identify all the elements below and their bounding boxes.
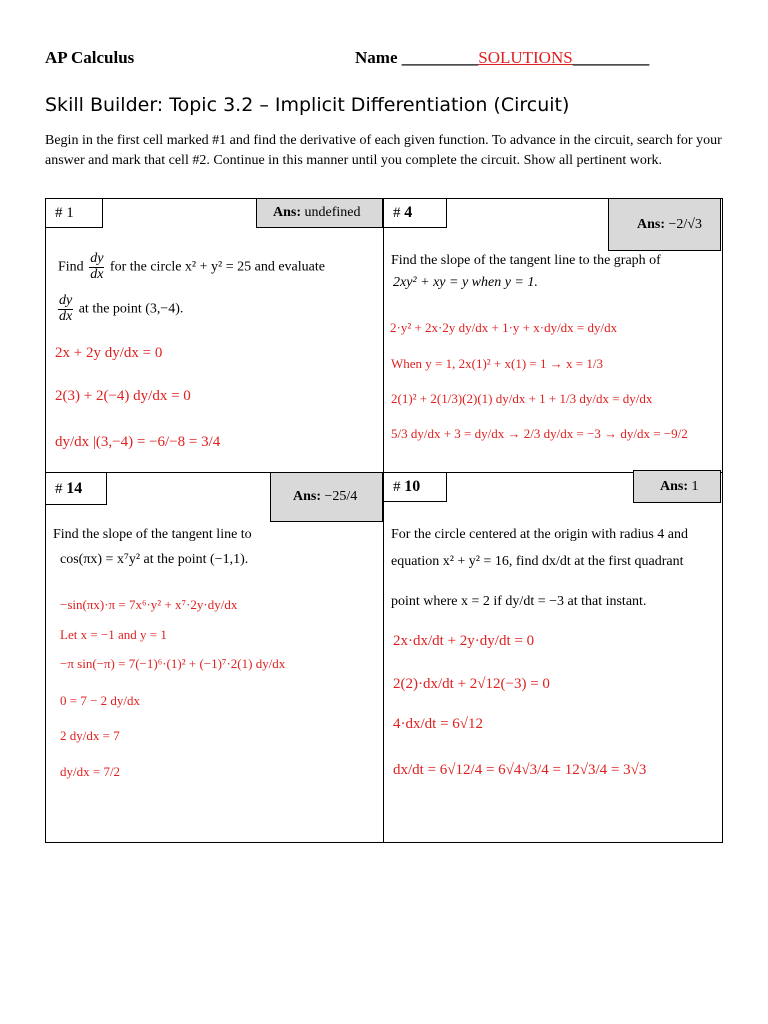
- cell-14-work-3: −π sin(−π) = 7(−1)⁶·(1)² + (−1)⁷·2(1) dy/dx: [60, 656, 286, 671]
- frac-den: dx: [59, 308, 73, 324]
- ans-value: 1: [691, 479, 699, 494]
- cell-1-work-1: 2x + 2y dy/dx = 0: [55, 345, 163, 361]
- cell-number: 10: [404, 478, 421, 495]
- cell-number: 14: [66, 480, 83, 497]
- cell-4-problem-line2: 2xy² + xy = y when y = 1.: [393, 275, 538, 290]
- cell-4-work-3: 2(1)² + 2(1/3)(2)(1) dy/dx + 1 + 1/3 dy/dx = dy/dx: [391, 391, 653, 406]
- cell-14-work-2: Let x = −1 and y = 1: [60, 627, 167, 642]
- cell-14-work-6: dy/dx = 7/2: [60, 764, 121, 779]
- name-field: [355, 48, 649, 68]
- cell-14-problem-line1: Find the slope of the tangent line to: [53, 527, 252, 542]
- ans-label: Ans:: [273, 205, 302, 220]
- frac-num: dy: [90, 251, 104, 266]
- cell-4-problem-line1: Find the slope of the tangent line to the graph of: [391, 253, 661, 268]
- cell-10-problem-line3: point where x = 2 if dy/dt = −3 at that instant.: [391, 594, 647, 609]
- cell-1-problem-line1: [58, 252, 325, 282]
- cell-14-work-1: −sin(πx)·π = 7x⁶·y² + x⁷·2y·dy/dx: [60, 597, 238, 612]
- name-label: Name: [355, 48, 402, 67]
- cell-1-answer: [256, 198, 383, 228]
- cell-14-work-4: 0 = 7 − 2 dy/dx: [60, 693, 141, 708]
- frac-den: dx: [90, 266, 104, 282]
- cell-10-work-2: 2(2)·dx/dt + 2√12(−3) = 0: [393, 676, 550, 692]
- cell-14-answer: [270, 472, 383, 522]
- cell-10-work-1: 2x·dx/dt + 2y·dy/dt = 0: [393, 633, 535, 649]
- name-blank-left: _________: [401, 48, 479, 67]
- cell-4-work-1: 2·y² + 2x·2y dy/dx + 1·y + x·dy/dx = dy/dx: [390, 320, 618, 335]
- cell-number: 4: [404, 204, 413, 221]
- ans-value: −2/√3: [668, 217, 702, 232]
- ans-value: −25/4: [324, 489, 358, 504]
- ans-label: Ans:: [660, 479, 689, 494]
- cell-10-work-4: dx/dt = 6√12/4 = 6√4√3/4 = 12√3/4 = 3√3: [393, 762, 647, 778]
- cell-4-answer: [608, 198, 721, 251]
- cell-14-number: # 14: [45, 472, 107, 505]
- cell-4-work-2: When y = 1, 2x(1)² + x(1) = 1 → x = 1/3: [391, 356, 603, 371]
- cell-10-number: # 10: [383, 472, 447, 502]
- cell-10-work-3: 4·dx/dt = 6√12: [393, 716, 484, 732]
- problem-text: at the point (3,−4).: [78, 301, 184, 317]
- cell-1-work-3: dy/dx |(3,−4) = −6/−8 = 3/4: [55, 434, 221, 450]
- name-value: SOLUTIONS: [478, 48, 573, 67]
- ans-label: Ans:: [637, 217, 666, 232]
- cell-number: 1: [66, 205, 74, 221]
- instructions: Begin in the first cell marked #1 and find the derivative of each given function. To advance in the circuit, search for your answer and mark that cell #2. Continue in this manner until you complete the circuit. Show all pertinent work.: [45, 133, 722, 168]
- cell-14-work-5: 2 dy/dx = 7: [60, 728, 120, 743]
- cell-4-work-4: 5/3 dy/dx + 3 = dy/dx → 2/3 dy/dx = −3 → dy/dx = −9/2: [391, 426, 688, 441]
- frac-num: dy: [59, 293, 73, 308]
- cell-4-number: # 4: [383, 198, 447, 228]
- problem-text: for the circle x² + y² = 25 and evaluate: [109, 259, 325, 275]
- cell-10-problem-line1: For the circle centered at the origin with radius 4 and: [391, 527, 689, 542]
- problem-text: Find: [58, 259, 84, 275]
- course-title: AP Calculus: [45, 48, 135, 67]
- ans-label: Ans:: [293, 489, 322, 504]
- ans-value: undefined: [304, 205, 361, 220]
- cell-1-number: # 1: [45, 198, 103, 228]
- cell-10-answer: [633, 470, 721, 503]
- grid-divider-vertical: [383, 198, 384, 843]
- cell-10-problem-line2: equation x² + y² = 16, find dx/dt at the first quadrant: [391, 554, 684, 569]
- cell-14-problem-line2: cos(πx) = x⁷y² at the point (−1,1).: [60, 552, 249, 567]
- cell-1-work-2: 2(3) + 2(−4) dy/dx = 0: [55, 388, 191, 404]
- page-title: Skill Builder: Topic 3.2 – Implicit Differentiation (Circuit): [45, 94, 570, 116]
- cell-1-problem-line2: [56, 294, 183, 324]
- name-blank-right: _________: [572, 48, 650, 67]
